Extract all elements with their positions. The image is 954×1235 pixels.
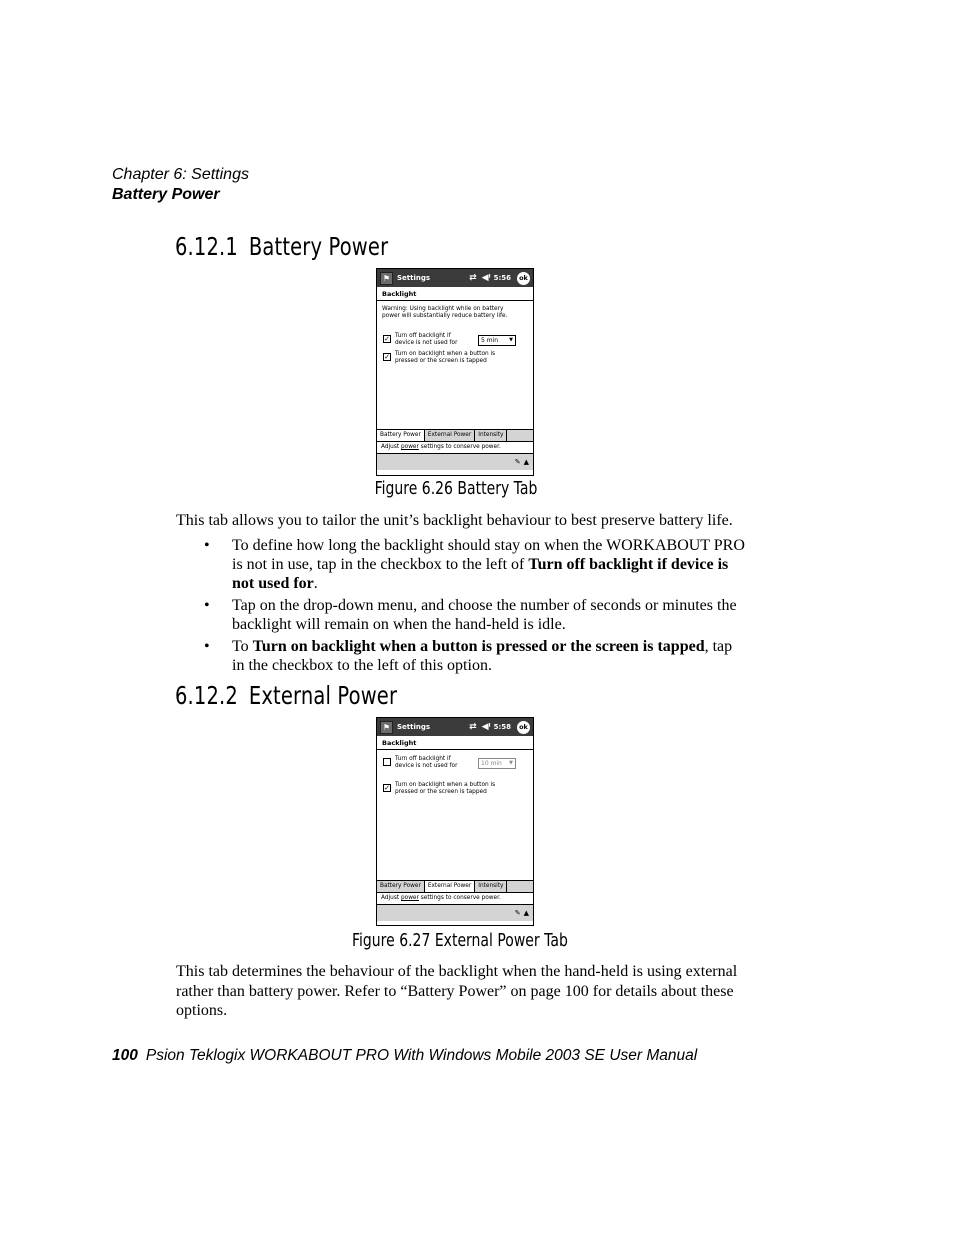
screenshot-battery-tab: [376, 268, 534, 476]
turn-on-checkbox[interactable]: ✓: [384, 353, 390, 361]
tab-strip-fill: [507, 430, 533, 441]
chevron-down-icon: ▼: [509, 337, 513, 343]
timeout-value: 5 min: [481, 337, 499, 344]
connectivity-icon[interactable]: ⇄: [469, 273, 477, 283]
intro-paragraph: This tab allows you to tailor the unit’s backlight behaviour to best preserve battery life.: [176, 512, 733, 529]
power-link[interactable]: power: [400, 444, 419, 450]
bullet-text-end: .: [313, 575, 318, 592]
list-item: [176, 536, 746, 593]
clock[interactable]: 5:56: [493, 274, 511, 282]
running-head-chapter: Chapter 6: Settings: [112, 166, 249, 183]
input-panel-arrow-icon[interactable]: ▲: [523, 909, 529, 917]
section-heading-external-power: [175, 681, 397, 710]
bullet-text-end: , tap in the checkbox to the left of this option.: [232, 638, 733, 674]
keyboard-icon[interactable]: ✎: [514, 909, 521, 917]
page-footer: [112, 1047, 697, 1065]
turn-off-label: Turn off backlight if device is not used for: [395, 756, 458, 770]
page-number: 100: [112, 1047, 138, 1064]
tab-intensity[interactable]: Intensity: [475, 881, 507, 892]
timeout-value: 10 min: [481, 760, 502, 767]
title-bar: [377, 718, 533, 736]
manual-title: Psion Teklogix WORKABOUT PRO With Windows Mobile 2003 SE User Manual: [145, 1047, 698, 1064]
bullet-bold-text: Turn off backlight if device is not used for: [232, 556, 729, 592]
turn-off-label: Turn off backlight if device is not used for: [395, 333, 458, 347]
section-number: 6.12.1: [175, 232, 238, 261]
tab-intensity[interactable]: Intensity: [475, 430, 507, 441]
tab-strip: [377, 429, 533, 442]
settings-content: [377, 750, 533, 880]
option-turn-off-backlight[interactable]: [383, 333, 470, 347]
screenshot-external-power-tab: [376, 717, 534, 926]
volume-icon[interactable]: ◀ᵎ: [481, 273, 491, 283]
backlight-header: Backlight: [377, 736, 533, 750]
external-power-paragraph: This tab determines the behaviour of the backlight when the hand-held is using external rather than battery power. Refer to “Battery Power” on page 100 for details about these options.: [176, 963, 738, 1019]
tab-external-power[interactable]: External Power: [425, 430, 475, 441]
bullet-text: To: [232, 638, 253, 655]
tab-strip-fill: [507, 881, 533, 892]
option-turn-on-backlight[interactable]: [383, 351, 515, 365]
tab-battery-power[interactable]: Battery Power: [377, 881, 425, 892]
bullet-icon: •: [204, 597, 210, 614]
status-post: settings to conserve power.: [418, 444, 501, 450]
turn-off-checkbox[interactable]: [383, 758, 391, 766]
clock[interactable]: 5:58: [493, 723, 511, 731]
keyboard-icon[interactable]: ✎: [514, 458, 521, 466]
figure-caption: Figure 6.27 External Power Tab: [352, 931, 568, 951]
section-title: External Power: [248, 681, 398, 710]
tab-strip: [377, 880, 533, 893]
ok-button[interactable]: ok: [517, 721, 530, 734]
status-line: [377, 442, 533, 454]
list-item: [176, 637, 746, 675]
menu-bar: [377, 454, 533, 470]
tab-external-power[interactable]: External Power: [425, 881, 475, 892]
bullet-text: To define how long the backlight should stay on when the WORKABOUT PRO is not in use, tap in the checkbox to the left of: [232, 537, 745, 573]
connectivity-icon[interactable]: ⇄: [469, 722, 477, 732]
turn-off-checkbox[interactable]: ✓: [384, 335, 390, 343]
input-panel-arrow-icon[interactable]: ▲: [523, 458, 529, 466]
tab-battery-power[interactable]: Battery Power: [377, 430, 425, 441]
settings-content: [377, 301, 533, 429]
turn-on-label: Turn on backlight when a button is pressed or the screen is tapped: [395, 351, 496, 365]
timeout-dropdown[interactable]: [478, 758, 516, 769]
timeout-dropdown[interactable]: [478, 335, 516, 346]
status-post: settings to conserve power.: [418, 895, 501, 901]
backlight-header: Backlight: [377, 287, 533, 301]
start-menu-icon[interactable]: ⚑: [380, 272, 393, 285]
volume-icon[interactable]: ◀ᵎ: [481, 722, 491, 732]
status-pre: Adjust: [381, 444, 401, 450]
list-item: [176, 596, 746, 634]
bullet-icon: •: [204, 638, 210, 655]
ok-button[interactable]: ok: [517, 272, 530, 285]
menu-bar: [377, 905, 533, 921]
battery-warning: Warning: Using backlight while on battery power will substantially reduce battery life.: [382, 306, 508, 320]
app-title: Settings: [397, 723, 431, 731]
bullet-list: [176, 536, 746, 678]
chevron-down-icon: ▼: [509, 760, 513, 766]
app-title: Settings: [397, 274, 431, 282]
bullet-bold-text: Turn on backlight when a button is pressed or the screen is tapped: [252, 638, 705, 655]
power-link[interactable]: power: [400, 895, 419, 901]
bullet-icon: •: [204, 537, 210, 554]
turn-on-label: Turn on backlight when a button is pressed or the screen is tapped: [395, 782, 496, 796]
section-heading-battery-power: [175, 232, 388, 261]
status-pre: Adjust: [381, 895, 401, 901]
option-turn-on-backlight[interactable]: [383, 782, 515, 796]
start-menu-icon[interactable]: ⚑: [380, 721, 393, 734]
title-bar: [377, 269, 533, 287]
figure-caption: Figure 6.26 Battery Tab: [374, 479, 538, 499]
turn-on-checkbox[interactable]: ✓: [384, 784, 390, 792]
section-number: 6.12.2: [175, 681, 238, 710]
section-title: Battery Power: [248, 232, 389, 261]
status-line: [377, 893, 533, 905]
running-head-section: Battery Power: [112, 186, 220, 203]
option-turn-off-backlight[interactable]: [383, 756, 470, 770]
bullet-text: Tap on the drop-down menu, and choose the number of seconds or minutes the backlight will remain on when the hand-held is idle.: [232, 597, 737, 633]
